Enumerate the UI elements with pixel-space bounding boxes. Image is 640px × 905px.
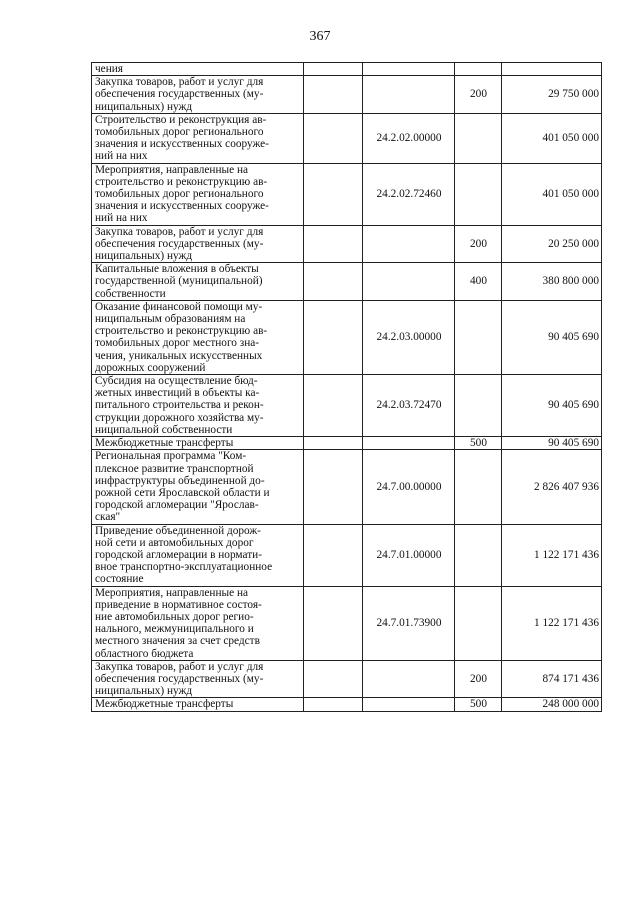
row-section-cell — [304, 163, 363, 225]
row-name-line: питального строительства и рекон- — [95, 399, 264, 412]
row-expense-type-cell — [455, 375, 502, 437]
row-name-line: местного значения за счет средств — [95, 635, 260, 648]
row-amount-cell: 90 405 690 — [502, 375, 602, 437]
row-amount-cell: 20 250 000 — [502, 225, 602, 263]
table-row — [92, 437, 602, 450]
row-expense-type-cell: 200 — [455, 76, 502, 114]
row-name-line: Мероприятия, направленные на — [95, 586, 249, 599]
row-name-line: томобильных дорог регионального — [95, 188, 264, 201]
row-name-line: дорожных сооружений — [95, 361, 206, 374]
row-section-cell — [304, 437, 363, 450]
row-name-line: Субсидия на осуществление бюд- — [95, 375, 258, 388]
row-name-line: обеспечения государственных (му- — [95, 237, 264, 250]
row-section-cell — [304, 225, 363, 263]
row-amount-cell: 2 826 407 936 — [502, 450, 602, 524]
row-name-cell — [92, 263, 304, 301]
row-name-line: ний на них — [95, 150, 148, 163]
row-expense-type-cell — [455, 586, 502, 660]
row-expense-type-cell — [455, 450, 502, 524]
table-row — [92, 586, 602, 660]
row-name-line: чения — [95, 63, 123, 75]
row-section-cell — [304, 113, 363, 163]
row-name-cell — [92, 163, 304, 225]
row-name-line: строительство и реконструкцию ав- — [95, 325, 268, 338]
row-section-cell — [304, 300, 363, 374]
row-name-line: Оказание финансовой помощи му- — [95, 300, 263, 313]
row-name-line: ниципальных) нужд — [95, 685, 193, 698]
row-name-line: Строительство и реконструкция ав- — [95, 113, 267, 126]
row-name-cell — [92, 300, 304, 374]
row-name-line: томобильных дорог регионального — [95, 126, 264, 139]
table-row — [92, 660, 602, 698]
row-code-cell — [363, 263, 455, 301]
row-name-line: государственной (муниципальной) — [95, 275, 263, 288]
row-section-cell — [304, 263, 363, 301]
row-name-line: приведение в нормативное состоя- — [95, 598, 262, 611]
row-name-line: ниципальных) нужд — [95, 100, 193, 113]
row-code-cell: 24.2.03.00000 — [363, 300, 455, 374]
row-name-line: значения и искусственных сооруже- — [95, 200, 269, 213]
row-name-cell — [92, 698, 304, 711]
row-code-cell — [363, 225, 455, 263]
row-name-line: городской агломерации "Ярослав- — [95, 499, 259, 512]
row-name-line: ний на них — [95, 212, 148, 225]
row-section-cell — [304, 660, 363, 698]
row-code-cell — [363, 63, 455, 76]
row-name-line: Мероприятия, направленные на — [95, 163, 249, 176]
row-expense-type-cell — [455, 113, 502, 163]
table-row — [92, 375, 602, 437]
row-name-line: жетных инвестиций в объекты ка- — [95, 387, 260, 400]
row-expense-type-cell: 200 — [455, 660, 502, 698]
row-name-line: обеспечения государственных (му- — [95, 672, 264, 685]
row-amount-cell: 1 122 171 436 — [502, 524, 602, 586]
row-code-cell — [363, 660, 455, 698]
row-name-cell — [92, 63, 304, 76]
row-code-cell — [363, 76, 455, 114]
table-row — [92, 263, 602, 301]
row-name-line: ной сети и автомобильных дорог — [95, 536, 254, 549]
row-code-cell: 24.7.01.00000 — [363, 524, 455, 586]
row-name-cell — [92, 524, 304, 586]
row-section-cell — [304, 63, 363, 76]
row-name-cell — [92, 586, 304, 660]
row-code-cell: 24.7.00.00000 — [363, 450, 455, 524]
row-amount-cell: 401 050 000 — [502, 113, 602, 163]
row-name-cell — [92, 76, 304, 114]
table-row — [92, 300, 602, 374]
row-name-line: ниципальных) нужд — [95, 250, 193, 263]
row-amount-cell: 1 122 171 436 — [502, 586, 602, 660]
row-name-line: нального, межмуниципального и — [95, 623, 254, 636]
row-amount-cell: 29 750 000 — [502, 76, 602, 114]
budget-table-body — [92, 63, 602, 712]
row-section-cell — [304, 76, 363, 114]
row-name-line: Региональная программа "Ком- — [95, 450, 247, 463]
row-section-cell — [304, 698, 363, 711]
row-code-cell: 24.2.03.72470 — [363, 375, 455, 437]
row-name-line: состояние — [95, 573, 144, 586]
row-code-cell: 24.2.02.00000 — [363, 113, 455, 163]
table-row — [92, 163, 602, 225]
row-expense-type-cell — [455, 524, 502, 586]
row-name-line: Закупка товаров, работ и услуг для — [95, 225, 264, 238]
row-name-line: ние автомобильных дорог регио- — [95, 610, 254, 623]
row-name-line: значения и искусственных сооруже- — [95, 138, 269, 151]
row-section-cell — [304, 524, 363, 586]
row-name-line: Капитальные вложения в объекты — [95, 263, 259, 276]
row-code-cell — [363, 698, 455, 711]
row-expense-type-cell: 200 — [455, 225, 502, 263]
row-name-line: Межбюджетные трансферты — [95, 698, 234, 711]
table-row — [92, 450, 602, 524]
page-number: 367 — [309, 29, 331, 44]
row-expense-type-cell — [455, 300, 502, 374]
row-amount-cell: 874 171 436 — [502, 660, 602, 698]
row-expense-type-cell — [455, 163, 502, 225]
row-name-line: рожной сети Ярославской области и — [95, 486, 270, 499]
row-name-cell — [92, 450, 304, 524]
row-name-line: струкции дорожного хозяйства му- — [95, 411, 264, 424]
row-name-line: ская" — [95, 511, 121, 524]
row-section-cell — [304, 586, 363, 660]
table-row — [92, 76, 602, 114]
row-name-cell — [92, 437, 304, 450]
table-row — [92, 524, 602, 586]
table-row — [92, 225, 602, 263]
row-amount-cell: 90 405 690 — [502, 437, 602, 450]
row-section-cell — [304, 450, 363, 524]
row-expense-type-cell — [455, 63, 502, 76]
row-code-cell: 24.7.01.73900 — [363, 586, 455, 660]
row-amount-cell: 401 050 000 — [502, 163, 602, 225]
row-name-line: инфраструктуры объединенной до- — [95, 474, 265, 487]
row-name-line: ниципальной собственности — [95, 423, 233, 436]
row-name-line: собственности — [95, 287, 166, 300]
row-name-line: областного бюджета — [95, 647, 194, 660]
row-name-line: строительство и реконструкцию ав- — [95, 175, 268, 188]
row-name-line: обеспечения государственных (му- — [95, 88, 264, 101]
row-name-line: плексное развитие транспортной — [95, 462, 254, 475]
row-name-line: Межбюджетные трансферты — [95, 437, 234, 450]
row-name-line: Приведение объединенной дорож- — [95, 524, 261, 537]
row-name-line: вное транспортно-эксплуатационное — [95, 561, 273, 574]
row-name-line: томобильных дорог местного зна- — [95, 337, 260, 350]
row-section-cell — [304, 375, 363, 437]
row-amount-cell: 248 000 000 — [502, 698, 602, 711]
row-name-line: чения, уникальных искусственных — [95, 349, 263, 362]
row-expense-type-cell: 500 — [455, 698, 502, 711]
row-name-cell — [92, 225, 304, 263]
budget-table — [91, 62, 602, 712]
row-expense-type-cell: 400 — [455, 263, 502, 301]
row-name-line: Закупка товаров, работ и услуг для — [95, 76, 264, 89]
row-amount-cell: 90 405 690 — [502, 300, 602, 374]
row-name-cell — [92, 660, 304, 698]
table-row — [92, 63, 602, 76]
row-code-cell — [363, 437, 455, 450]
row-expense-type-cell: 500 — [455, 437, 502, 450]
table-row — [92, 113, 602, 163]
row-name-cell — [92, 375, 304, 437]
row-name-line: ниципальным образованиям на — [95, 313, 246, 326]
row-name-line: городской агломерации в нормати- — [95, 548, 262, 561]
row-code-cell: 24.2.02.72460 — [363, 163, 455, 225]
table-row — [92, 698, 602, 711]
row-name-cell — [92, 113, 304, 163]
row-amount-cell: 380 800 000 — [502, 263, 602, 301]
row-name-line: Закупка товаров, работ и услуг для — [95, 660, 264, 673]
row-amount-cell — [502, 63, 602, 76]
